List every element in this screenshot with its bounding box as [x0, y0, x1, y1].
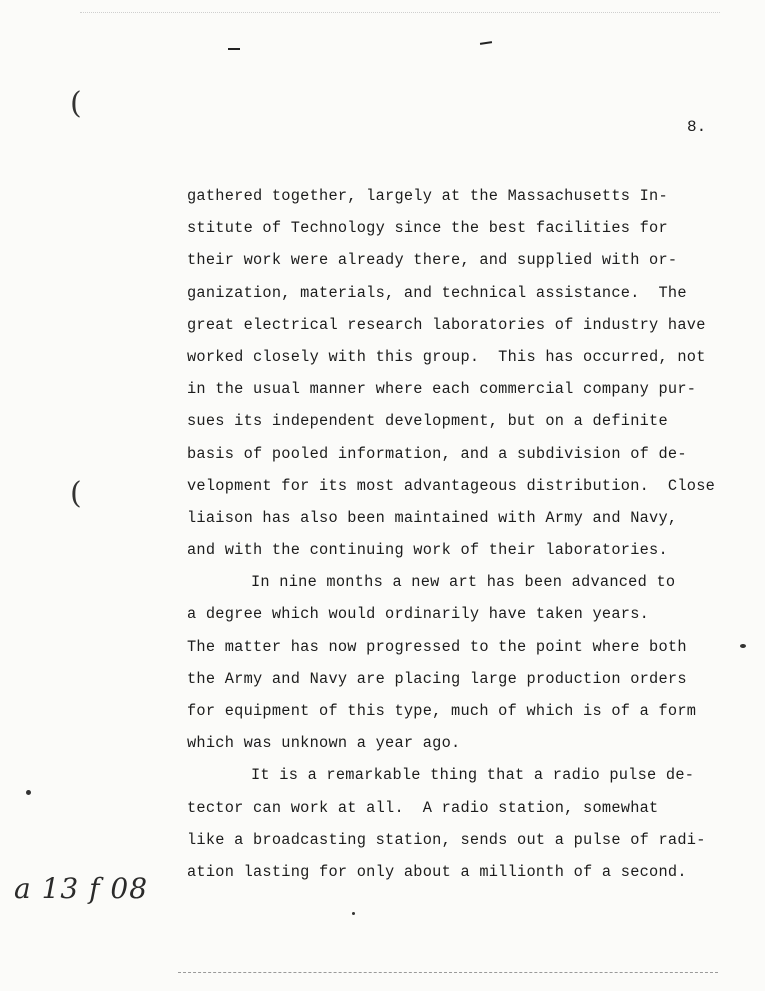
text-line: It is a remarkable thing that a radio pulse de- [251, 766, 695, 785]
text-line: tector can work at all. A radio station, somewhat [187, 798, 659, 817]
text-line: velopment for its most advantageous distribution. Close [187, 476, 716, 495]
scan-mark [228, 48, 240, 50]
text-line: liaison has also been maintained with Army and Navy, [187, 508, 678, 527]
ink-speck [26, 790, 31, 795]
text-line: ation lasting for only about a millionth of a second. [187, 862, 687, 881]
margin-bracket-mark: ( [70, 86, 82, 121]
scan-mark [480, 41, 492, 45]
text-line: worked closely with this group. This has occurred, not [187, 347, 706, 366]
text-line: their work were already there, and supplied with or- [187, 251, 678, 270]
page-number: 8. [687, 118, 707, 136]
margin-bracket-mark: ( [70, 476, 82, 511]
text-line: basis of pooled information, and a subdivision of de- [187, 444, 687, 463]
text-line: the Army and Navy are placing large production orders [187, 669, 687, 688]
text-line: and with the continuing work of their laboratories. [187, 541, 668, 560]
bottom-scan-edge [178, 972, 718, 973]
text-line: for equipment of this type, much of which is of a form [187, 702, 697, 720]
text-line: a degree which would ordinarily have taken years. [187, 605, 650, 624]
text-line: ganization, materials, and technical assistance. The [187, 283, 687, 302]
ink-speck [740, 644, 746, 648]
body-text [187, 180, 727, 888]
text-line: which was unknown a year ago. [187, 734, 461, 753]
text-line: gathered together, largely at the Massachusetts In- [187, 187, 668, 205]
ink-speck [352, 912, 355, 915]
text-line: In nine months a new art has been advanced to [251, 573, 676, 592]
top-scan-edge [80, 12, 720, 13]
text-line: sues its independent development, but on a definite [187, 412, 668, 431]
text-line: great electrical research laboratories of industry have [187, 315, 706, 334]
text-line: stitute of Technology since the best facilities for [187, 219, 668, 238]
text-line: in the usual manner where each commercial company pur- [187, 380, 697, 399]
text-line: like a broadcasting station, sends out a pulse of radi- [187, 830, 706, 849]
text-line: The matter has now progressed to the point where both [187, 637, 687, 656]
handwritten-annotation: a 13 f 08 [14, 872, 149, 905]
